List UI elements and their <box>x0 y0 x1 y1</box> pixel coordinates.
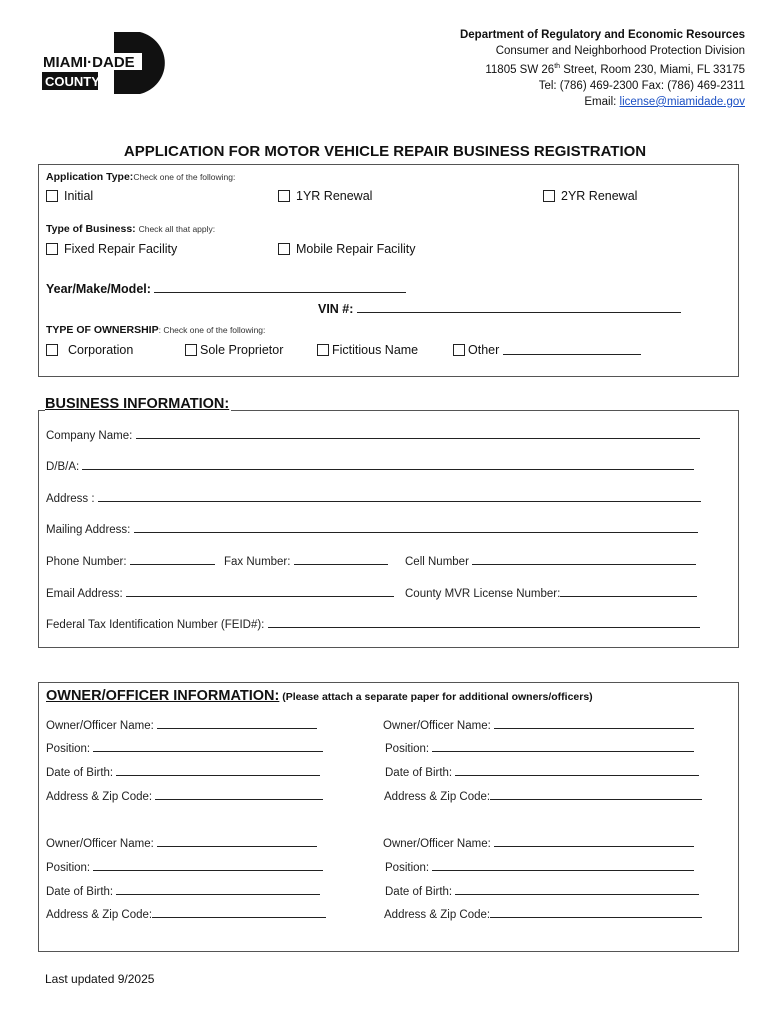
company-name-label: Company Name: <box>46 430 133 442</box>
office-address <box>460 59 745 78</box>
owner-name-label: Owner/Officer Name: <box>46 838 154 850</box>
owner-name-line[interactable] <box>157 719 317 729</box>
feid-field[interactable] <box>46 618 700 631</box>
checkbox-label: Fictitious Name <box>332 343 419 357</box>
dob-field[interactable] <box>46 766 320 779</box>
checkbox-1yr-renewal[interactable] <box>278 189 372 203</box>
application-type-hint: Check one of the following: <box>133 172 236 182</box>
checkbox-square[interactable] <box>278 243 290 255</box>
checkbox-fixed-repair[interactable] <box>46 242 177 256</box>
application-type-label-row <box>46 171 235 183</box>
fax-number-label: Fax Number: <box>224 556 291 568</box>
fax-number-field[interactable] <box>224 555 388 568</box>
checkbox-label: 1YR Renewal <box>296 189 373 203</box>
dob-field[interactable] <box>385 766 699 779</box>
form-title: APPLICATION FOR MOTOR VEHICLE REPAIR BUSINESS REGISTRATION <box>123 143 647 160</box>
logo-text-county: COUNTY <box>45 74 100 89</box>
position-line[interactable] <box>93 861 323 871</box>
position-field[interactable] <box>46 861 323 874</box>
mvr-license-label: County MVR License Number: <box>405 588 561 600</box>
mvr-license-line[interactable] <box>560 587 697 597</box>
checkbox-square[interactable] <box>278 190 290 202</box>
email-link[interactable]: license@miamidade.gov <box>619 95 745 108</box>
dob-label: Date of Birth: <box>385 886 453 898</box>
checkbox-sole-proprietor[interactable] <box>185 343 283 357</box>
business-info-heading: BUSINESS INFORMATION: <box>45 396 230 412</box>
dba-line[interactable] <box>82 460 694 470</box>
checkbox-square[interactable] <box>46 190 58 202</box>
cell-number-field[interactable] <box>405 555 696 568</box>
dob-line[interactable] <box>116 885 320 895</box>
department-name: Department of Regulatory and Economic Resources <box>459 29 745 41</box>
department-header <box>460 27 745 110</box>
position-label: Position: <box>385 862 430 874</box>
mailing-address-line[interactable] <box>134 523 698 533</box>
address-zip-line[interactable] <box>490 908 702 918</box>
address-line[interactable] <box>98 492 701 502</box>
checkbox-square[interactable] <box>453 344 465 356</box>
owner-name-label: Owner/Officer Name: <box>383 838 491 850</box>
address-zip-line[interactable] <box>155 790 323 800</box>
address-zip-field[interactable] <box>384 790 702 803</box>
phone-fax: Tel: (786) 469-2300 Fax: (786) 469-2311 <box>538 79 745 92</box>
checkbox-square[interactable] <box>46 243 58 255</box>
vin-line[interactable] <box>357 303 681 313</box>
checkbox-other[interactable] <box>453 343 641 357</box>
owner-name-field[interactable] <box>46 837 317 850</box>
address-part: 11805 SW 26 <box>485 63 555 76</box>
checkbox-label: Fixed Repair Facility <box>64 242 178 256</box>
email-line <box>460 94 745 110</box>
owner-name-field[interactable] <box>383 719 694 732</box>
dob-label: Date of Birth: <box>46 767 114 779</box>
cell-number-label: Cell Number <box>405 556 469 568</box>
mvr-license-field[interactable] <box>405 587 697 600</box>
owner-name-label: Owner/Officer Name: <box>383 720 491 732</box>
checkbox-label: Sole Proprietor <box>200 343 284 357</box>
dba-label: D/B/A: <box>46 461 80 473</box>
dob-field[interactable] <box>46 885 320 898</box>
address-zip-line[interactable] <box>152 908 326 918</box>
checkbox-label: Mobile Repair Facility <box>296 242 416 256</box>
checkbox-fictitious-name[interactable] <box>317 343 418 357</box>
business-type-hint: Check all that apply: <box>138 224 216 234</box>
fax-number-line[interactable] <box>294 555 388 565</box>
checkbox-label: Other <box>468 343 500 357</box>
dob-label: Date of Birth: <box>385 767 453 779</box>
checkbox-2yr-renewal[interactable] <box>543 189 637 203</box>
business-type-label: Type of Business: <box>46 223 136 235</box>
address-part: Street, Room 230, Miami, FL 33175 <box>560 63 745 76</box>
dob-field[interactable] <box>385 885 699 898</box>
address-field[interactable] <box>46 492 701 505</box>
dob-label: Date of Birth: <box>46 886 114 898</box>
checkbox-square[interactable] <box>317 344 329 356</box>
email-label: Email: <box>584 95 620 108</box>
address-zip-label: Address & Zip Code: <box>46 791 153 803</box>
position-field[interactable] <box>385 742 694 755</box>
checkbox-corporation[interactable] <box>46 343 133 357</box>
owner-name-line[interactable] <box>494 837 694 847</box>
address-zip-line[interactable] <box>490 790 702 800</box>
last-updated: Last updated 9/2025 <box>45 972 155 986</box>
mailing-address-label: Mailing Address: <box>46 524 131 536</box>
owner-name-label: Owner/Officer Name: <box>46 720 154 732</box>
owner-name-line[interactable] <box>157 837 317 847</box>
email-address-label: Email Address: <box>46 588 123 600</box>
address-zip-label: Address & Zip Code: <box>384 791 491 803</box>
phone-number-label: Phone Number: <box>46 556 127 568</box>
owner-name-line[interactable] <box>494 719 694 729</box>
year-make-model-field[interactable] <box>46 282 406 296</box>
business-type-label-row <box>46 223 215 235</box>
address-zip-label: Address & Zip Code: <box>384 909 491 921</box>
company-name-field[interactable] <box>46 429 700 442</box>
other-specify-line[interactable] <box>503 345 641 355</box>
position-line[interactable] <box>432 742 694 752</box>
email-address-line[interactable] <box>126 587 394 597</box>
phone-number-line[interactable] <box>130 555 215 565</box>
address-label: Address : <box>46 493 95 505</box>
division-name: Consumer and Neighborhood Protection Division <box>495 45 745 57</box>
mailing-address-field[interactable] <box>46 523 698 536</box>
position-field[interactable] <box>46 742 323 755</box>
address-zip-field[interactable] <box>384 908 702 921</box>
address-sup: th <box>554 63 561 70</box>
application-type-label: Application Type: <box>46 171 134 183</box>
ownership-hint: : Check one of the following: <box>158 325 266 335</box>
address-zip-label: Address & Zip Code: <box>46 909 153 921</box>
position-label: Position: <box>46 862 91 874</box>
year-make-model-label: Year/Make/Model: <box>46 282 151 296</box>
dob-line[interactable] <box>455 766 699 776</box>
checkbox-label: 2YR Renewal <box>561 189 638 203</box>
position-label: Position: <box>46 743 91 755</box>
phone-number-field[interactable] <box>46 555 215 568</box>
checkbox-initial[interactable] <box>46 189 93 203</box>
year-make-model-line[interactable] <box>154 283 406 293</box>
feid-label: Federal Tax Identification Number (FEID#): <box>46 619 265 631</box>
position-line[interactable] <box>93 742 323 752</box>
miami-dade-logo <box>40 30 175 96</box>
checkbox-mobile-repair[interactable] <box>278 242 415 256</box>
checkbox-label: Initial <box>64 189 94 203</box>
checkbox-label: Corporation <box>68 343 134 357</box>
address-zip-field[interactable] <box>46 790 323 803</box>
owner-info-heading-row <box>46 687 593 705</box>
checkbox-square[interactable] <box>543 190 555 202</box>
ownership-label: TYPE OF OWNERSHIP <box>46 324 159 336</box>
feid-line[interactable] <box>268 618 700 628</box>
address-zip-field[interactable] <box>46 908 326 921</box>
dob-line[interactable] <box>116 766 320 776</box>
position-label: Position: <box>385 743 430 755</box>
email-address-field[interactable] <box>46 587 394 600</box>
logo-text-miami-dade: MIAMI·DADE <box>43 54 135 71</box>
owner-name-field[interactable] <box>383 837 694 850</box>
owner-info-heading: OWNER/OFFICER INFORMATION: <box>46 688 280 704</box>
ownership-label-row <box>46 324 265 336</box>
dba-field[interactable] <box>46 460 694 473</box>
vin-label: VIN #: <box>318 302 354 316</box>
position-field[interactable] <box>385 861 694 874</box>
owner-info-note: (Please attach a separate paper for additional owners/officers) <box>279 691 593 703</box>
dob-line[interactable] <box>455 885 699 895</box>
checkbox-square[interactable] <box>46 344 58 356</box>
company-name-line[interactable] <box>136 429 700 439</box>
position-line[interactable] <box>432 861 694 871</box>
checkbox-square[interactable] <box>185 344 197 356</box>
owner-name-field[interactable] <box>46 719 317 732</box>
vin-field[interactable] <box>318 302 681 316</box>
cell-number-line[interactable] <box>472 555 696 565</box>
